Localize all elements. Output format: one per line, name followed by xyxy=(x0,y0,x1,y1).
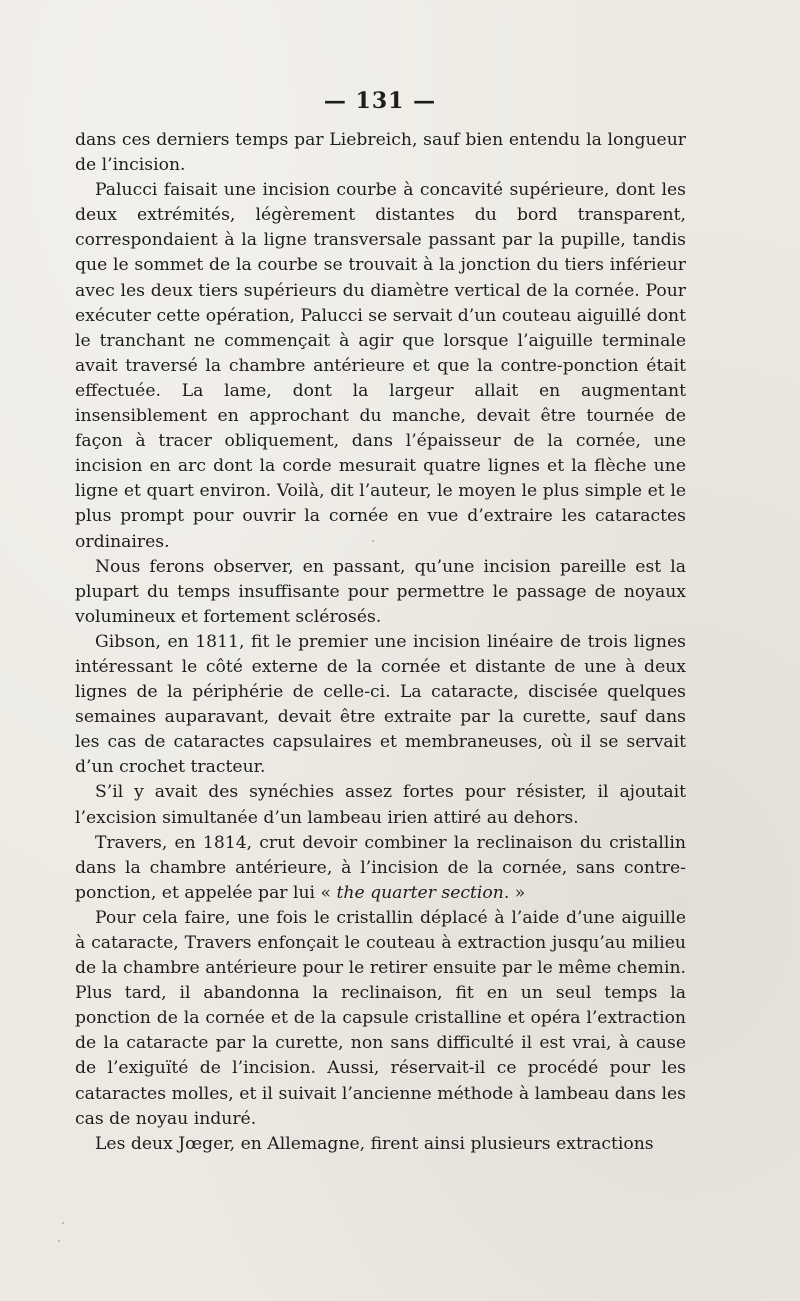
paragraph-8: Les deux Jœger, en Allemagne, firent ainsi plusieurs extractions xyxy=(95,1133,654,1154)
paragraph-4: Gibson, en 1811, fit le premier une incision linéaire de trois lignes intéressant le côté externe de la cornée et distante de une à deux lignes de la périphérie de celle-ci. La cataracte, discisée quelques semaines auparavant, devait être extraite par la curette, sauf dans les cas de cataractes capsulaires et membraneuses, où il se servait d’un crochet tracteur. xyxy=(75,631,686,778)
text-body xyxy=(75,128,686,1157)
paragraph-6-closing: » xyxy=(509,882,526,903)
paragraph-1: dans ces derniers temps par Liebreich, sauf bien entendu la longueur de l’incision. xyxy=(75,130,686,176)
paragraph-3: Nous ferons observer, en passant, qu’une incision pareille est la plupart du temps insuffisante pour permettre le passage de noyaux volumineux et fortement sclérosés. xyxy=(75,556,686,627)
paragraph-6-italic-title: the quarter section. xyxy=(336,882,510,903)
paragraph-7: Pour cela faire, une fois le cristallin déplacé à l’aide d’une aiguille à cataracte, Travers enfonçait le couteau à extraction jusqu’au milieu de la chambre antérieure pour le retirer ensuite par le même chemin. Plus tard, il abandonna la reclinaison, fit en un seul temps la ponction de la cornée et de la capsule cristalline et opéra l’extraction de la cataracte par la curette, non sans difficulté il est vrai, à cause de l’exiguïté de l’incision. Aussi, réservait-il ce procédé pour les cataractes molles, et il suivait l’ancienne méthode à lambeau dans les cas de noyau induré. xyxy=(75,907,686,1129)
paper-speck xyxy=(58,1240,60,1242)
paragraph-2: Palucci faisait une incision courbe à concavité supérieure, dont les deux extrémités, légèrement distantes du bord transparent, correspondaient à la ligne transversale passant par la pupille, tandis que le sommet de la courbe se trouvait à la jonction du tiers inférieur avec les deux tiers supérieurs du diamètre vertical de la cornée. Pour exécuter cette opération, Palucci se servait d’un couteau aiguillé dont le tranchant ne commençait à agir que lorsque l’aiguille terminale avait traversé la chambre antérieure et que la contre-ponction était effectuée. La lame, dont la largeur allait en augmentant insensiblement en approchant du manche, devait être tournée de façon à tracer obliquement, dans l’épaisseur de la cornée, une incision en arc dont la corde mesurait quatre lignes et la flèche une ligne et quart environ. Voilà, dit l’auteur, le moyen le plus simple et le plus prompt pour ouvrir la cornée en vue d’extraire les cataractes ordinaires. xyxy=(75,180,687,552)
paper-speck xyxy=(372,540,374,542)
paragraph-5: S’il y avait des synéchies assez fortes pour résister, il ajoutait l’excision simultanée d’un lambeau irien attiré au dehors. xyxy=(75,782,686,828)
paragraph-6 xyxy=(75,831,686,906)
page-number: — 131 — xyxy=(323,88,437,114)
paragraph-6-text: Travers, en 1814, crut devoir combiner la reclinaison du cristallin dans la chambre antérieure, à l’incision de la cornée, sans contre-ponction, et appelée par lui « xyxy=(75,832,686,903)
paper-speck xyxy=(62,1222,64,1224)
